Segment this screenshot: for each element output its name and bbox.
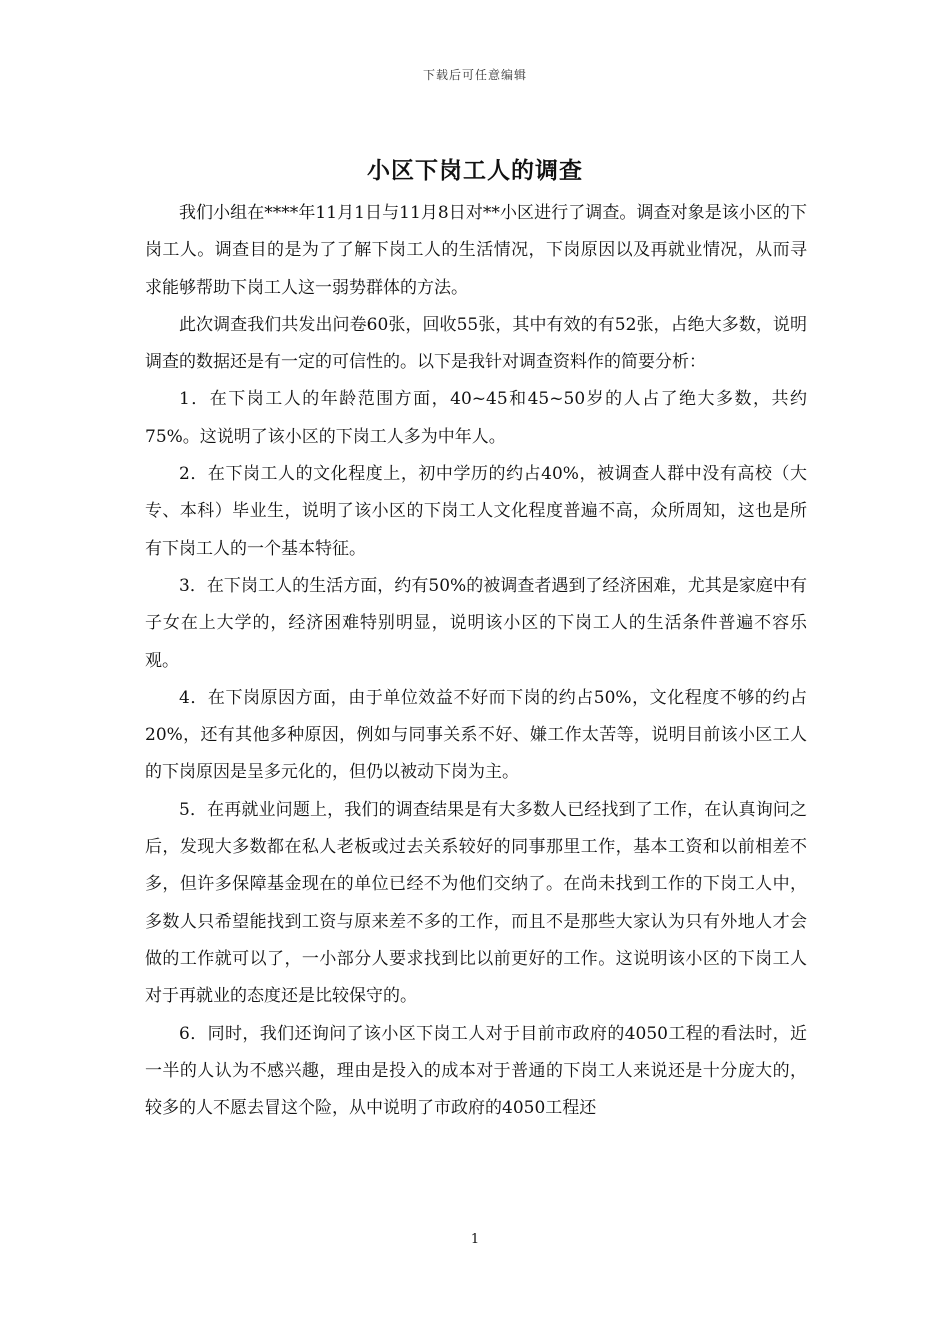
page-number: 1	[470, 1232, 480, 1247]
paragraph-finding-causes: 4．在下岗原因方面，由于单位效益不好而下岗的约占50%，文化程度不够的约占20%，还有其他多种原因，例如与同事关系不好、嫌工作太苦等，说明目前该小区工人的下岗原因是呈多元化的，但仍以被动下岗为主。	[145, 687, 807, 783]
paragraph-survey-overview: 此次调查我们共发出问卷60张，回收55张，其中有效的有52张，占绝大多数，说明调查的数据还是有一定的可信性的。以下是我针对调查资料作的简要分析：	[145, 314, 807, 373]
document-title: 小区下岗工人的调查	[367, 157, 583, 184]
paragraph-finding-living: 3．在下岗工人的生活方面，约有50%的被调查者遇到了经济困难，尤其是家庭中有子女在上大学的，经济困难特别明显，说明该小区的下岗工人的生活条件普遍不容乐观。	[145, 575, 807, 671]
paragraph-finding-education: 2．在下岗工人的文化程度上，初中学历的约占40%，被调查人群中没有高校（大专、本科）毕业生，说明了该小区的下岗工人文化程度普遍不高，众所周知，这也是所有下岗工人的一个基本特征。	[145, 464, 807, 559]
document-body	[145, 195, 807, 1127]
paragraph-intro: 我们小组在****年11月1日与11月8日对**小区进行了调查。调查对象是该小区的下岗工人。调查目的是为了了解下岗工人的生活情况，下岗原因以及再就业情况，从而寻求能够帮助下岗工人这一弱势群体的方法。	[145, 203, 807, 298]
paragraph-finding-4050-project: 6．同时，我们还询问了该小区下岗工人对于目前市政府的4050工程的看法时，近一半的人认为不感兴趣，理由是投入的成本对于普通的下岗工人来说还是十分庞大的，较多的人不愿去冒这个险，从中说明了市政府的4050工程还	[145, 1023, 807, 1119]
paragraph-finding-age: 1．在下岗工人的年龄范围方面，40~45和45~50岁的人占了绝大多数，共约75%。这说明了该小区的下岗工人多为中年人。	[145, 389, 807, 447]
page-header: 下载后可任意编辑	[422, 68, 527, 82]
paragraph-finding-reemployment: 5．在再就业问题上，我们的调查结果是有大多数人已经找到了工作，在认真询问之后，发现大多数都在私人老板或过去关系较好的同事那里工作，基本工资和以前相差不多，但许多保障基金现在的单位已经不为他们交纳了。在尚未找到工作的下岗工人中，多数人只希望能找到工资与原来差不多的工作，而且不是那些大家认为只有外地人才会做的工作就可以了，一小部分人要求找到比以前更好的工作。这说明该小区的下岗工人对于再就业的态度还是比较保守的。	[145, 799, 807, 1007]
